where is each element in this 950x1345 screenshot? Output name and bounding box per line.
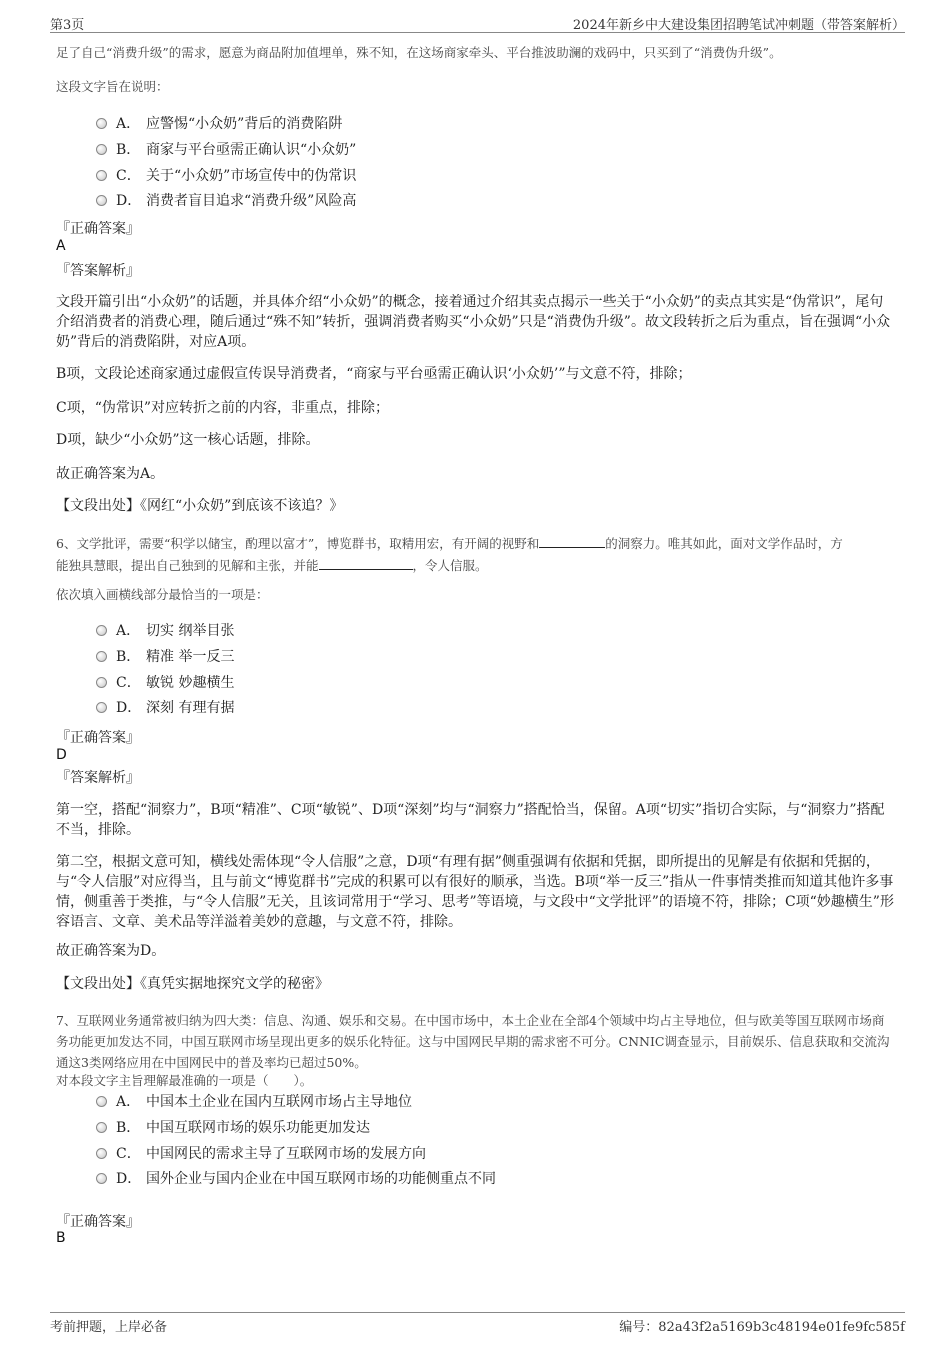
q6-prompt: 依次填入画横线部分最恰当的一项是： xyxy=(56,587,269,602)
q6-blank-1 xyxy=(539,535,605,548)
q6-option-a[interactable]: A． 切实 纲举目张 xyxy=(96,620,234,642)
q6-analysis-1: 第一空，搭配“洞察力”，B项“精准”、C项“敏锐”、D项“深刻”均与“洞察力”搭配恰当，保留。A项“切实”指切合实际，与“洞察力”搭配不当，排除。 xyxy=(56,802,885,838)
q5-option-c[interactable]: C． 关于“小众奶”市场宣传中的伪常识 xyxy=(96,165,356,187)
q5-option-a[interactable]: A． 应警惕“小众奶”背后的消费陷阱 xyxy=(96,113,342,135)
q5-analysis-5: 故正确答案为A。 xyxy=(56,466,165,482)
q7-option-a[interactable]: A． 中国本土企业在国内互联网市场占主导地位 xyxy=(96,1091,412,1113)
q5-analysis-3: C项，“伪常识”对应转折之前的内容，非重点，排除； xyxy=(56,400,390,416)
radio-icon[interactable] xyxy=(96,170,107,181)
radio-icon[interactable] xyxy=(96,651,107,662)
q7-prompt: 对本段文字主旨理解最准确的一项是（ ）。 xyxy=(56,1073,313,1088)
q6-analysis-3: 故正确答案为D。 xyxy=(56,943,166,959)
footer-slogan: 考前押题，上岸必备 xyxy=(50,1320,168,1335)
q6-source: 【文段出处】《真凭实据地探究文学的秘密》 xyxy=(56,976,329,992)
q5-analysis-1: 文段开篇引出“小众奶”的话题，并具体介绍“小众奶”的概念，接着通过介绍其卖点揭示一些关于“小众奶”的卖点其实是“伪常识”，尾句介绍消费者的消费心理，随后通过“殊不知”转折，强调消费者购买“小众奶”只是“消费伪升级”。故文段转折之后为重点，旨在强调“小众奶”背后的消费陷阱，对应A项。 xyxy=(56,294,891,350)
q5-option-b[interactable]: B． 商家与平台亟需正确认识“小众奶” xyxy=(96,139,356,161)
q5-analysis-label: 『答案解析』 xyxy=(56,263,140,279)
page-footer xyxy=(50,1312,905,1337)
q6-analysis-2: 第二空，根据文意可知，横线处需体现“令人信服”之意，D项“有理有据”侧重强调有依据和凭据，即所提出的见解是有依据和凭据的，与“令人信服”对应得当，且与前文“博览群书”完成的积累可以有很好的顺承，当选。B项“举一反三”指从一件事情类推而知道其他许多事情，侧重善于类推，与“令人信服”无关，且该词常用于“学习、思考”等语境，与文段中“文学批评”的语境不符，排除；C项“妙趣横生”形容语言、文章、美术品等洋溢着美妙的意趣，与文意不符，排除。 xyxy=(56,854,894,930)
q7-option-c[interactable]: C． 中国网民的需求主导了互联网市场的发展方向 xyxy=(96,1143,426,1165)
q5-answer-label: 『正确答案』 xyxy=(56,221,140,237)
radio-icon[interactable] xyxy=(96,677,107,688)
q6-answer-label: 『正确答案』 xyxy=(56,730,140,746)
radio-icon[interactable] xyxy=(96,118,107,129)
q6-option-b[interactable]: B． 精准 举一反三 xyxy=(96,646,234,668)
radio-icon[interactable] xyxy=(96,625,107,636)
q5-analysis-2: B项，文段论述商家通过虚假宣传误导消费者，“商家与平台亟需正确认识‘小众奶’”与文意不符，排除； xyxy=(56,366,692,382)
q6-stem: 6、文学批评，需要“积学以储宝，酌理以富才”，博览群书，取精用宏，有开阔的视野和 的洞察力。唯其如此，面对文学作品时，方 能独具慧眼，提出自己独到的见解和主张，并能 ，令人信服。 xyxy=(56,536,843,573)
radio-icon[interactable] xyxy=(96,1148,107,1159)
radio-icon[interactable] xyxy=(96,1173,107,1184)
q6-analysis-label: 『答案解析』 xyxy=(56,770,140,786)
document-title: 2024年新乡中大建设集团招聘笔试冲刺题（带答案解析） xyxy=(572,18,905,33)
q7-option-d[interactable]: D． 国外企业与国内企业在中国互联网市场的功能侧重点不同 xyxy=(96,1168,496,1190)
page-number: 第3页 xyxy=(50,18,85,33)
q5-analysis-4: D项，缺少“小众奶”这一核心话题，排除。 xyxy=(56,432,320,448)
q6-option-d[interactable]: D． 深刻 有理有据 xyxy=(96,697,234,719)
document-code: 编号：82a43f2a5169b3c48194e01fe9fc585f xyxy=(619,1320,905,1335)
radio-icon[interactable] xyxy=(96,1122,107,1133)
q5-prompt: 这段文字旨在说明： xyxy=(56,79,169,94)
radio-icon[interactable] xyxy=(96,144,107,155)
q5-passage-tail: 足了自己“消费升级”的需求，愿意为商品附加值埋单，殊不知，在这场商家牵头、平台推波助澜的戏码中，只买到了“消费伪升级”。 xyxy=(56,45,782,60)
q5-source: 【文段出处】《网红“小众奶”到底该不该追？》 xyxy=(56,498,344,514)
q6-option-c[interactable]: C． 敏锐 妙趣横生 xyxy=(96,672,234,694)
radio-icon[interactable] xyxy=(96,702,107,713)
q7-answer: B xyxy=(56,1230,66,1246)
q6-blank-2 xyxy=(319,557,413,570)
q7-option-b[interactable]: B． 中国互联网市场的娱乐功能更加发达 xyxy=(96,1117,370,1139)
radio-icon[interactable] xyxy=(96,1096,107,1107)
q7-stem: 7、互联网业务通常被归纳为四大类：信息、沟通、娱乐和交易。在中国市场中，本土企业在全部4个领域中均占主导地位，但与欧美等国互联网市场商务功能更加发达不同，中国互联网市场呈现出更多的娱乐化特征。这与中国网民早期的需求密不可分。CNNIC调查显示，目前娱乐、信息获取和交流沟通这3类网络应用在中国网民中的普及率均已超过50%。 xyxy=(56,1013,890,1070)
page-header xyxy=(50,12,905,33)
q5-answer: A xyxy=(56,238,66,254)
radio-icon[interactable] xyxy=(96,195,107,206)
q6-answer: D xyxy=(56,747,67,763)
q7-answer-label: 『正确答案』 xyxy=(56,1214,140,1230)
q5-option-d[interactable]: D． 消费者盲目追求“消费升级”风险高 xyxy=(96,190,356,212)
